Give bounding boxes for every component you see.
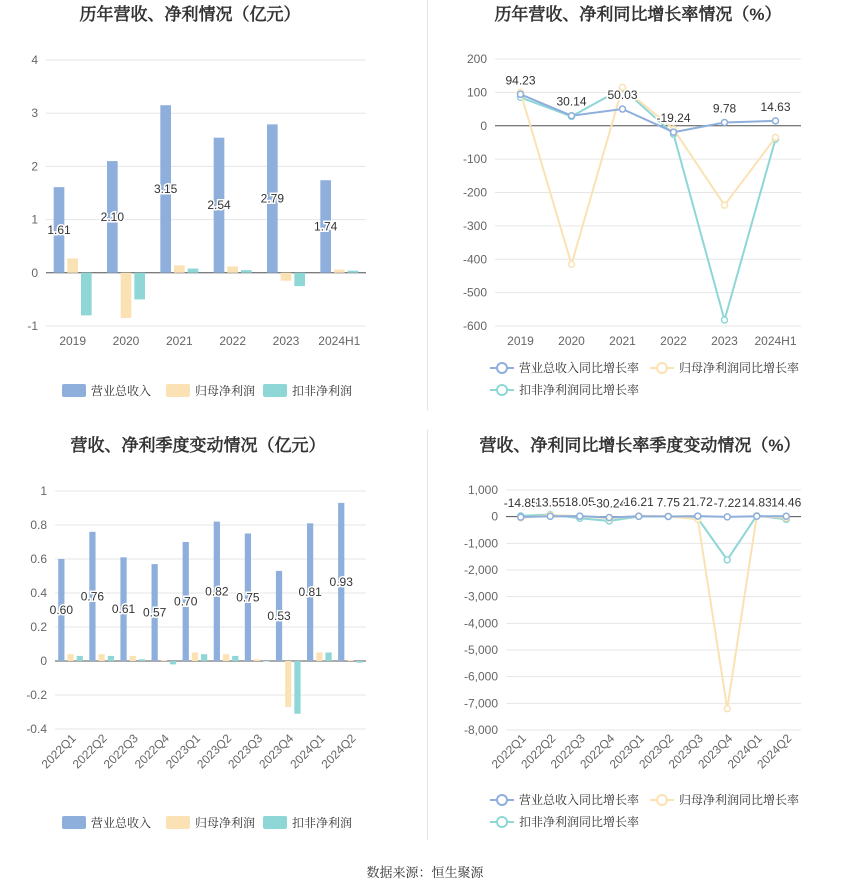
y-tick-label: 100	[466, 85, 487, 100]
bar	[325, 653, 331, 662]
legend-label: 营业总收入同比增长率	[519, 361, 640, 375]
bar	[170, 661, 176, 664]
legend-marker	[497, 817, 507, 827]
quarterly-revenue-profit-chart	[0, 428, 425, 848]
x-tick-label: 2019	[59, 334, 87, 348]
point-value-label: 7.75	[656, 495, 680, 510]
data-point	[518, 91, 524, 97]
x-tick-label: 2022	[660, 334, 687, 348]
series-line	[521, 88, 776, 320]
series-line	[521, 515, 787, 560]
bar-value-label: 0.93	[329, 574, 353, 589]
bar	[130, 656, 136, 661]
bar	[232, 656, 238, 661]
data-point	[695, 513, 701, 519]
y-tick-label: 4	[31, 53, 38, 67]
legend-label: 扣非净利润同比增长率	[519, 383, 640, 397]
point-value-label: -19.24	[656, 111, 691, 126]
x-tick-label: 2021	[165, 334, 193, 348]
bar-value-label: 2.54	[207, 198, 231, 213]
data-point	[783, 513, 789, 519]
bar	[357, 661, 363, 663]
x-tick-label: 2019	[507, 334, 534, 348]
bar-value-label: 0.60	[49, 603, 74, 617]
y-tick-label: -4,000	[463, 616, 498, 631]
x-tick-label: 2024H1	[318, 334, 361, 348]
data-point	[773, 118, 779, 124]
y-tick-label: -500	[462, 285, 487, 300]
x-tick-label: 2022Q2	[518, 731, 559, 772]
x-tick-label: 2024Q1	[724, 731, 765, 772]
data-point	[569, 261, 575, 267]
data-point	[547, 513, 553, 519]
x-tick-label: 2020	[112, 334, 140, 348]
bar-value-label: 0.70	[174, 594, 198, 609]
y-tick-label: 1	[31, 212, 38, 227]
legend-marker	[657, 363, 667, 373]
bar	[294, 661, 300, 714]
legend-label: 营业总收入	[91, 384, 152, 398]
x-tick-label: 2023Q2	[636, 731, 677, 772]
y-tick-label: 0.6	[30, 552, 47, 566]
bar	[134, 273, 145, 300]
point-value-label: 14.83	[741, 495, 772, 510]
x-tick-label: 2024H1	[754, 334, 797, 348]
legend-label: 归母净利润	[195, 816, 256, 830]
y-tick-label: -0.2	[26, 688, 47, 702]
legend-label: 扣非净利润同比增长率	[519, 815, 640, 829]
data-point	[722, 317, 728, 323]
bar-value-label: 3.15	[153, 182, 178, 197]
bar-value-label: 0.75	[236, 590, 260, 605]
chart-title: 营收、净利季度变动情况（亿元）	[70, 436, 326, 455]
legend-swatch	[263, 384, 287, 397]
legend-swatch	[166, 816, 190, 829]
point-value-label: -14.85	[503, 496, 538, 511]
data-point	[606, 514, 612, 520]
legend-swatch	[166, 384, 190, 397]
legend-label: 归母净利润同比增长率	[679, 793, 800, 807]
y-tick-label: 0.8	[30, 518, 47, 532]
legend-marker	[497, 795, 507, 805]
legend	[490, 360, 799, 397]
legend-label: 扣非净利润	[292, 816, 353, 830]
x-tick-label: 2022Q1	[38, 731, 79, 772]
bar-value-label: 2.10	[100, 209, 125, 224]
x-tick-label: 2022Q1	[488, 731, 529, 772]
legend-label: 归母净利润	[195, 384, 256, 398]
bar-value-label: 0.57	[142, 605, 167, 620]
bar	[241, 270, 252, 273]
series-line	[521, 516, 787, 517]
legend-label: 扣非净利润	[292, 384, 353, 398]
point-value-label: 21.72	[682, 495, 713, 510]
data-point	[671, 129, 677, 135]
point-value-label: 18.05	[564, 495, 595, 510]
y-tick-label: 0	[491, 509, 498, 524]
bar	[263, 661, 269, 662]
bar	[67, 654, 73, 661]
bar	[348, 271, 359, 273]
y-tick-label: 2	[31, 159, 38, 174]
x-tick-label: 2022Q4	[577, 731, 618, 772]
bar	[227, 266, 238, 272]
y-tick-label: -0.4	[26, 722, 47, 736]
x-tick-label: 2022Q3	[547, 731, 588, 772]
bar	[161, 660, 167, 661]
x-tick-label: 2020	[558, 334, 585, 348]
data-point	[754, 513, 760, 519]
x-tick-label: 2022	[219, 334, 247, 348]
point-value-label: -7.22	[713, 495, 741, 510]
y-tick-label: -1,000	[463, 536, 498, 551]
y-tick-label: 0	[40, 654, 47, 668]
data-point	[724, 557, 730, 563]
y-tick-label: -400	[462, 252, 487, 267]
y-tick-label: 3	[31, 106, 38, 121]
x-tick-label: 2023Q1	[162, 731, 204, 772]
point-value-label: -30.24	[592, 496, 627, 511]
bar	[285, 661, 291, 707]
x-tick-label: 2024Q2	[754, 731, 795, 772]
legend-label: 营业总收入同比增长率	[519, 793, 640, 807]
bar	[99, 654, 105, 661]
y-tick-label: -7,000	[463, 696, 498, 711]
legend-marker	[497, 385, 507, 395]
x-tick-label: 2022Q4	[131, 731, 172, 772]
point-value-label: 30.14	[556, 94, 587, 109]
bar	[192, 653, 198, 662]
series-line	[521, 515, 787, 709]
y-tick-label: 1,000	[467, 483, 498, 497]
chart-title: 营收、净利同比增长率季度变动情况（%）	[479, 436, 801, 455]
bar	[223, 654, 229, 661]
data-point	[722, 202, 728, 208]
bar	[139, 659, 145, 661]
legend-marker	[497, 363, 507, 373]
y-tick-label: -3,000	[463, 589, 498, 604]
x-tick-label: 2021	[609, 334, 636, 348]
bar	[188, 269, 199, 273]
legend	[62, 383, 352, 398]
data-point	[569, 113, 575, 119]
data-point	[724, 514, 730, 520]
y-tick-label: -6,000	[463, 669, 498, 684]
legend-label: 营业总收入	[91, 816, 152, 830]
x-tick-label: 2023Q3	[665, 731, 706, 772]
bar-value-label: 0.81	[298, 585, 322, 600]
bar	[294, 273, 305, 286]
legend-swatch	[62, 816, 86, 829]
series-line	[521, 87, 776, 264]
data-point	[636, 513, 642, 519]
y-tick-label: 0.4	[30, 586, 47, 600]
data-point	[722, 119, 728, 125]
bar	[201, 654, 207, 661]
x-tick-label: 2023Q4	[695, 731, 736, 772]
point-value-label: 9.78	[712, 101, 737, 116]
legend	[490, 792, 799, 829]
x-tick-label: 2023Q1	[606, 731, 647, 772]
y-tick-label: -600	[462, 319, 487, 333]
data-point	[620, 106, 626, 112]
bar	[108, 656, 114, 661]
data-point	[773, 134, 779, 140]
x-tick-label: 2024Q1	[287, 731, 328, 772]
data-point	[577, 513, 583, 519]
point-value-label: 50.03	[607, 88, 638, 103]
bar	[334, 270, 345, 273]
y-tick-label: 0	[31, 265, 38, 280]
point-value-label: 13.55	[535, 495, 566, 510]
chart-title: 历年营收、净利情况（亿元）	[79, 5, 301, 24]
x-tick-label: 2023Q3	[225, 731, 266, 772]
legend-swatch	[263, 816, 287, 829]
y-tick-label: 0.2	[30, 620, 47, 634]
bar	[81, 273, 92, 316]
legend-swatch	[62, 384, 86, 397]
annual-growth-rate-chart	[428, 0, 850, 410]
bar	[254, 659, 260, 661]
y-tick-label: -5,000	[463, 643, 498, 657]
bar	[121, 273, 132, 318]
x-tick-label: 2022Q2	[69, 731, 110, 772]
point-value-label: 94.23	[505, 73, 536, 88]
y-tick-label: -2,000	[463, 563, 498, 577]
bar-value-label: 0.53	[267, 608, 291, 623]
y-tick-label: 1	[40, 484, 47, 498]
x-tick-label: 2023Q4	[256, 731, 297, 772]
bar	[67, 258, 78, 272]
quarterly-growth-rate-chart	[428, 428, 850, 848]
x-tick-label: 2023Q2	[194, 731, 235, 772]
point-value-label: 14.46	[771, 495, 802, 510]
legend-label: 归母净利润同比增长率	[679, 361, 800, 375]
bar	[281, 273, 292, 281]
bar-value-label: 1.74	[313, 219, 338, 234]
chart-title: 历年营收、净利同比增长率情况（%）	[494, 5, 782, 24]
bar	[316, 653, 322, 662]
bar	[77, 656, 83, 661]
bar-value-label: 2.79	[260, 191, 285, 206]
legend-marker	[657, 795, 667, 805]
x-tick-label: 2024Q2	[318, 731, 359, 772]
bar-value-label: 0.76	[80, 589, 105, 604]
y-tick-label: 200	[466, 52, 487, 66]
point-value-label: 16.21	[623, 495, 654, 510]
bar	[347, 660, 353, 661]
y-tick-label: -100	[462, 152, 487, 167]
data-point	[665, 513, 671, 519]
y-tick-label: -8,000	[463, 723, 498, 737]
x-tick-label: 2022Q3	[100, 731, 141, 772]
legend	[62, 815, 352, 830]
bar-value-label: 1.61	[47, 222, 71, 237]
y-tick-label: -1	[27, 319, 38, 333]
y-tick-label: -200	[462, 185, 487, 200]
bar	[174, 265, 185, 272]
x-tick-label: 2023	[711, 334, 738, 348]
data-point	[518, 514, 524, 520]
y-tick-label: -300	[462, 218, 487, 233]
bar-value-label: 0.82	[205, 584, 229, 599]
x-tick-label: 2023	[272, 334, 300, 348]
data-source-footer: 数据来源：恒生聚源	[366, 865, 484, 880]
y-tick-label: 0	[480, 118, 487, 133]
data-point	[724, 706, 730, 712]
annual-revenue-profit-chart	[0, 0, 425, 410]
point-value-label: 14.63	[760, 99, 791, 114]
bar-value-label: 0.61	[111, 602, 136, 617]
